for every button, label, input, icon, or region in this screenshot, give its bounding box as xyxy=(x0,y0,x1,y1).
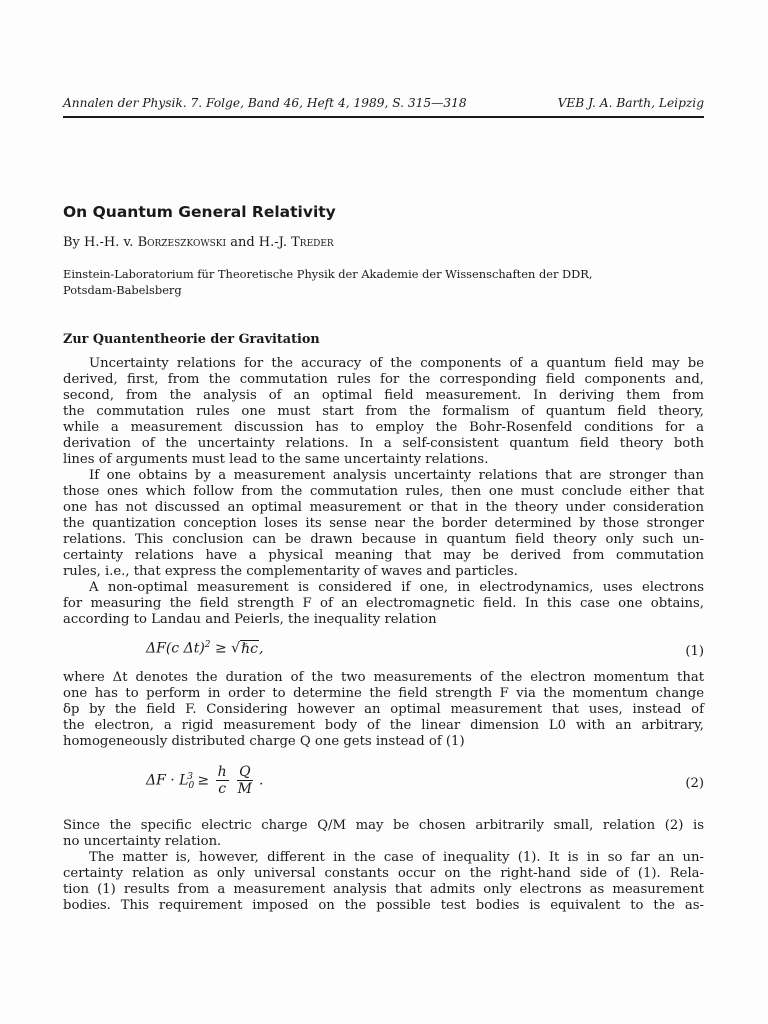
text-line: according to Landau and Peierls, the inequality relation xyxy=(63,612,437,627)
journal-citation: Annalen der Physik. 7. Folge, Band 46, Heft 4, 1989, S. 315—318 xyxy=(63,96,467,110)
affiliation-line: Potsdam-Babelsberg xyxy=(63,283,182,297)
author2-surname: Treder xyxy=(291,235,334,250)
affiliation xyxy=(63,266,704,298)
text-line: tion (1) results from a measurement analysis that admits only electrons as measurement xyxy=(63,882,704,897)
text-line: one has to perform in order to determine the field strength F via the momentum change xyxy=(63,686,704,701)
text-line: The matter is, however, different in the case of inequality (1). It is in so far an un- xyxy=(89,850,704,865)
text-line: If one obtains by a measurement analysis uncertainty relations that are stronger than xyxy=(89,468,704,483)
author-line xyxy=(63,235,334,250)
affiliation-line: Einstein-Laboratorium für Theoretische Physik der Akademie der Wissenschaften der DDR, xyxy=(63,267,593,281)
text-line: the commutation rules one must start from the formalism of quantum field theory, xyxy=(63,404,704,419)
text-line: homogeneously distributed charge Q one gets instead of (1) xyxy=(63,734,465,749)
author-conjunction: and H.-J. xyxy=(226,235,292,250)
text-line: the quantization conception loses its sense near the border determined by those stronger xyxy=(63,516,704,531)
text-line: Since the specific electric charge Q/M may be chosen arbitrarily small, relation (2) is xyxy=(63,818,704,833)
text-line: certainty relation as only universal constants occur on the right-hand side of (1). Rela- xyxy=(63,866,704,881)
text-line: relations. This conclusion can be drawn because in quantum field theory only such un- xyxy=(63,532,704,547)
article-title: On Quantum General Relativity xyxy=(63,203,336,221)
text-line: those ones which follow from the commutation rules, then one must conclude either that xyxy=(63,484,704,499)
text-line: certainty relations have a physical meaning that may be derived from commutation xyxy=(63,548,704,563)
text-line: bodies. This requirement imposed on the possible test bodies is equivalent to the as- xyxy=(63,898,704,913)
publisher: VEB J. A. Barth, Leipzig xyxy=(557,96,704,110)
author-prefix: By H.-H. v. xyxy=(63,235,138,250)
text-line: derivation of the uncertainty relations. In a self-consistent quantum field theory both xyxy=(63,436,704,451)
text-line: rules, i.e., that express the complementarity of waves and particles. xyxy=(63,564,518,579)
text-line: while a measurement discussion has to employ the Bohr-Rosenfeld conditions for a xyxy=(63,420,704,435)
equation-1-number: (1) xyxy=(685,644,704,659)
equation-2-number: (2) xyxy=(685,776,704,791)
text-line: lines of arguments must lead to the same uncertainty relations. xyxy=(63,452,489,467)
header-rule xyxy=(63,116,704,118)
text-line: for measuring the field strength F of an electromagnetic field. In this case one obtains, xyxy=(63,596,704,611)
text-line: the electron, a rigid measurement body of the linear dimension L0 with an arbitrary, xyxy=(63,718,704,733)
text-line: no uncertainty relation. xyxy=(63,834,222,849)
equation-2: $\Delta F \cdot L_0^3$ ≥ $\frac{h}{c}$ $\frac{Q}{M}$ . xyxy=(146,764,264,797)
text-line: Uncertainty relations for the accuracy of the components of a quantum field may be xyxy=(89,356,704,371)
author1-surname: Borzeszkowski xyxy=(137,235,227,250)
text-line: δp by the field F. Considering however an optimal measurement that uses, instead of xyxy=(63,702,704,717)
section-title: Zur Quantentheorie der Gravitation xyxy=(63,332,320,347)
equation-1: ΔF(c Δt)$^2$ ≥ √ℏc, xyxy=(146,640,264,657)
text-line: where Δt denotes the duration of the two measurements of the electron momentum that xyxy=(63,670,704,685)
text-line: A non-optimal measurement is considered if one, in electrodynamics, uses electrons xyxy=(89,580,704,595)
text-line: second, from the analysis of an optimal field measurement. In deriving them from xyxy=(63,388,704,403)
text-line: one has not discussed an optimal measurement or that in the theory under consideration xyxy=(63,500,704,515)
text-line: derived, first, from the commutation rules for the corresponding field components and, xyxy=(63,372,704,387)
